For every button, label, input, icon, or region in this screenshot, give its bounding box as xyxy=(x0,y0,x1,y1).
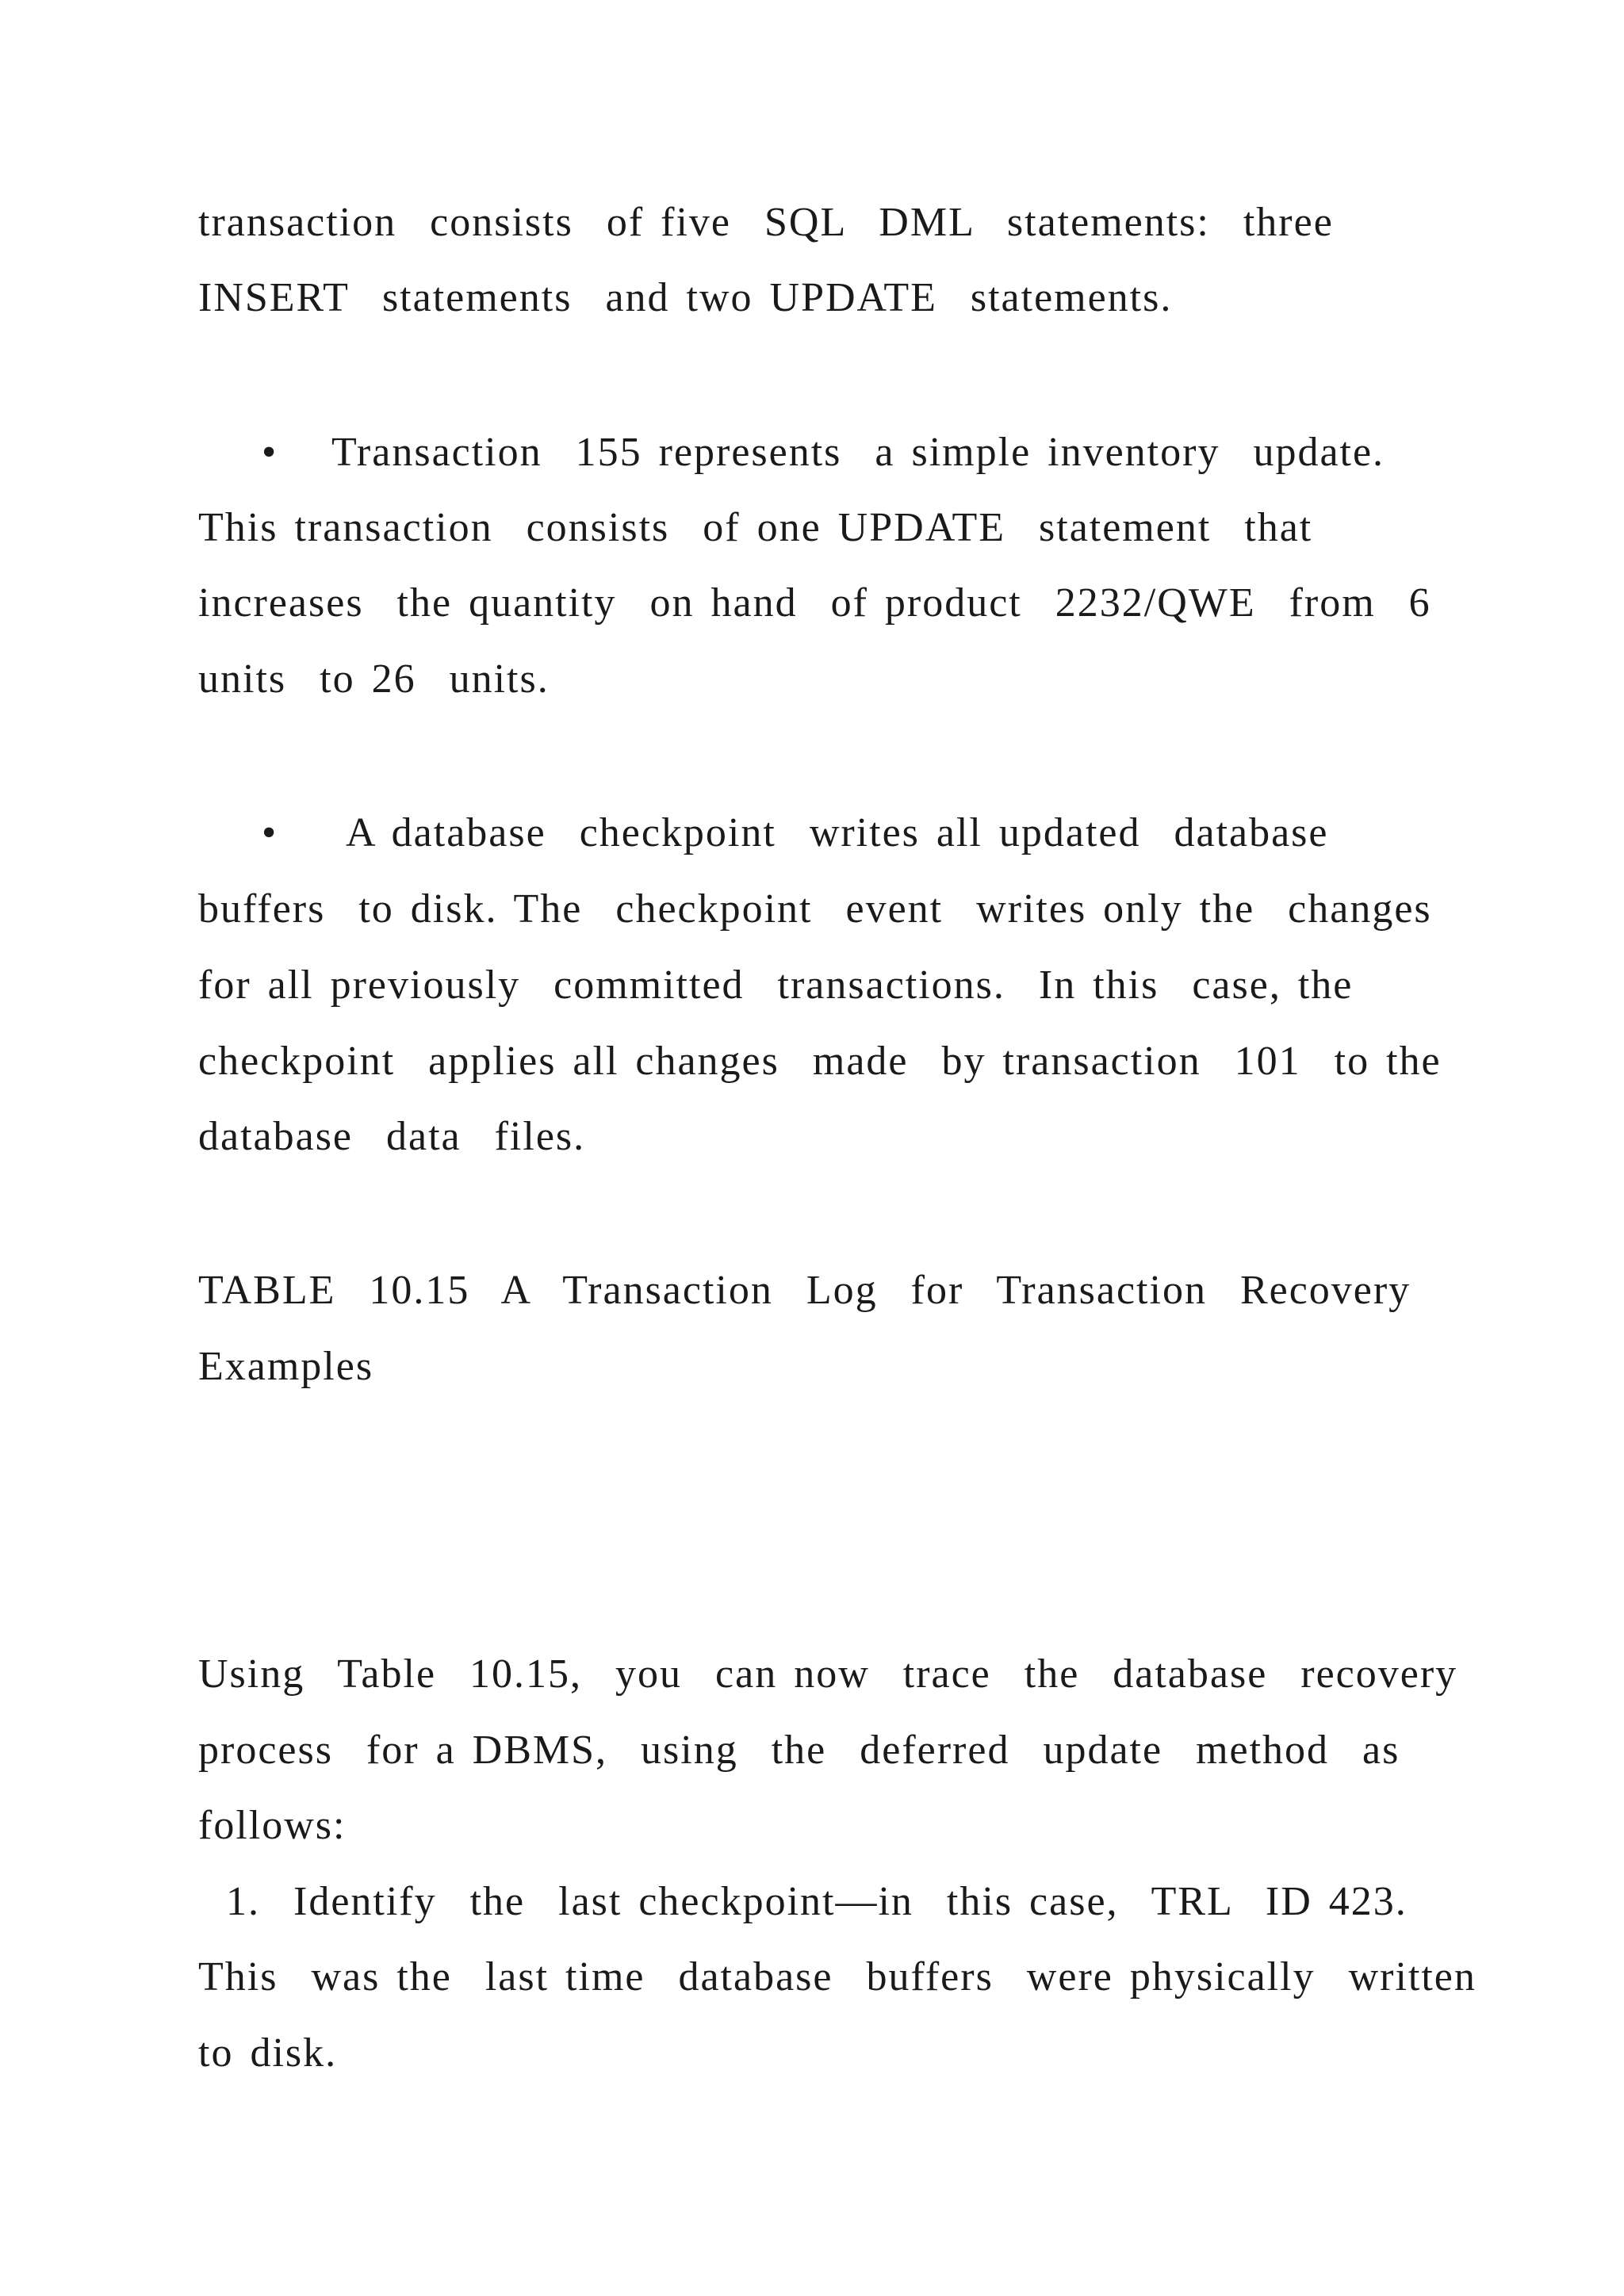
paragraph-line: follows: xyxy=(198,1803,347,1848)
table-caption: TABLE 10.15 A Transaction Log for Transaction Recovery xyxy=(198,1268,1411,1313)
paragraph-line: process for a DBMS, using the deferred update method as xyxy=(198,1728,1400,1773)
paragraph-line: transaction consists of five SQL DML statements: three xyxy=(198,200,1334,245)
table-caption: Examples xyxy=(198,1344,374,1389)
bullet-line: Transaction 155 represents a simple inventory update. xyxy=(331,430,1385,475)
bullet-line: database data files. xyxy=(198,1114,586,1159)
numbered-item-line: to disk. xyxy=(198,2030,338,2076)
bullet-line: units to 26 units. xyxy=(198,656,550,702)
bullet-line: This transaction consists of one UPDATE statement that xyxy=(198,505,1313,550)
bullet-line: increases the quantity on hand of product 2232/QWE from 6 xyxy=(198,580,1431,626)
bullet-line: buffers to disk. The checkpoint event writes only the changes xyxy=(198,886,1432,932)
bullet-line: for all previously committed transactions. In this case, the xyxy=(198,962,1354,1008)
numbered-item-line: 1. Identify the last checkpoint—in this case, TRL ID 423. xyxy=(226,1879,1408,1924)
paragraph-line: Using Table 10.15, you can now trace the database recovery xyxy=(198,1651,1458,1697)
bullet-line: checkpoint applies all changes made by transaction 101 to the xyxy=(198,1039,1442,1084)
bullet-icon: • xyxy=(262,810,277,855)
bullet-icon: • xyxy=(262,430,277,475)
bullet-line: A database checkpoint writes all updated database xyxy=(346,810,1329,855)
paragraph-line: INSERT statements and two UPDATE statements. xyxy=(198,275,1173,320)
numbered-item-line: This was the last time database buffers were physically written xyxy=(198,1954,1477,1999)
